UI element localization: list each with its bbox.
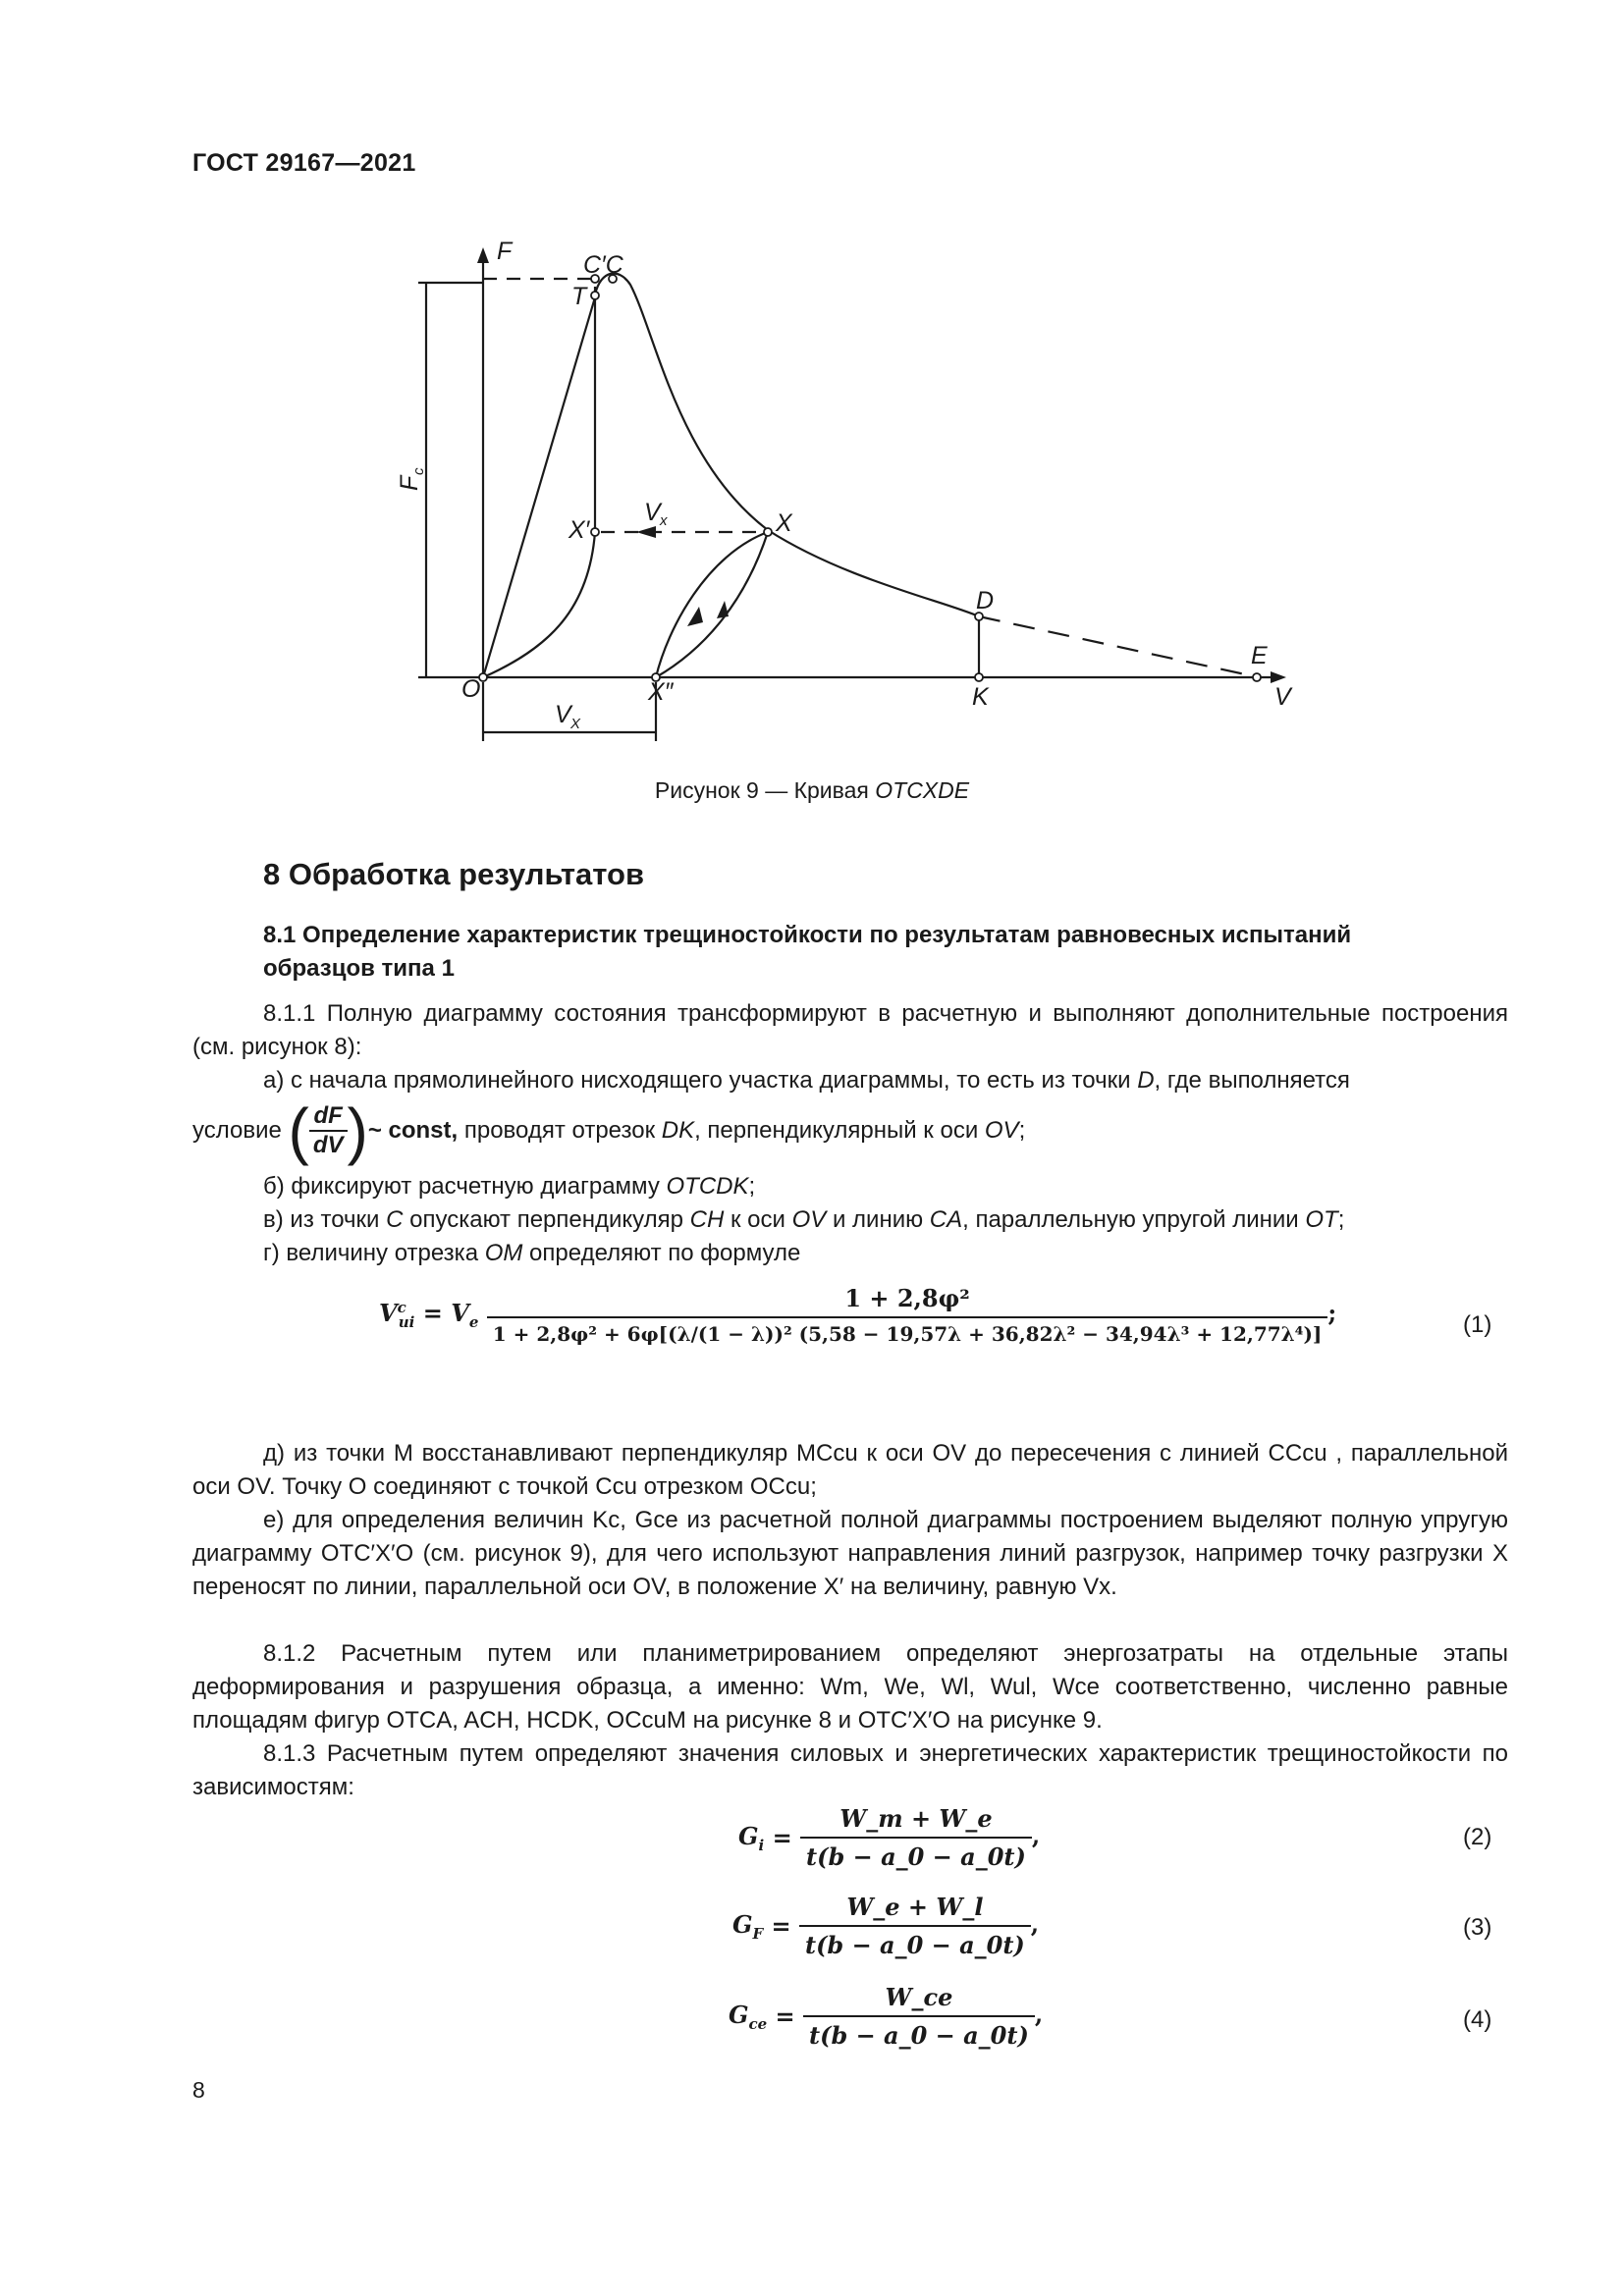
f-axis-arrow	[477, 247, 489, 263]
paragraph-g: г) величину отрезка OM определяют по формуле	[263, 1240, 801, 1266]
section-title: 8 Обработка результатов	[263, 857, 645, 891]
dashed-line-DE	[979, 616, 1259, 677]
label-Fc-sub: c	[410, 467, 427, 475]
label-Fc: F	[396, 475, 423, 491]
label-vx: V	[644, 499, 661, 526]
unloading-loop-right	[656, 532, 768, 677]
label-T: T	[571, 283, 587, 310]
page-number: 8	[192, 2077, 205, 2103]
arrow-vx	[636, 526, 656, 538]
equation-1-fraction: 1 + 2,8φ² 1 + 2,8φ² + 6φ[(λ/(1 − λ))² (5,58 − 19,57λ + 36,82λ² − 34,94λ³ + 12,77λ⁴)]	[487, 1284, 1328, 1346]
v-axis-arrow	[1271, 671, 1286, 683]
point-X-prime	[591, 528, 599, 536]
point-X	[764, 528, 772, 536]
point-K	[975, 673, 983, 681]
label-D: D	[976, 587, 995, 614]
paragraph-e: е) для определения величин Kc, Gce из расчетной полной диаграммы построением выделяют полную упругую диаграмму OTC′X′O (см. рисунок 9), для чего используют направления линий разгрузок, например точку разгрузки X переносят по линии, параллельной оси OV, в положение X′ на величину, равную Vx.	[192, 1507, 1508, 1600]
equation-2: $G_i$ = $\frac{W\_m + W\_e}{t(b - a\_0 - a\_0t)}$ ,	[738, 1804, 1041, 1871]
line-OT	[483, 297, 595, 677]
label-CprimeC: C′C	[583, 251, 623, 279]
arrow-reload	[717, 601, 729, 618]
equation-1-number: (1)	[1463, 1311, 1492, 1338]
paragraph-8-1-3: 8.1.3 Расчетным путем определяют значения силовых и энергетических характеристик трещиностойкости по зависимостям:	[192, 1740, 1508, 1800]
condition-line: условие ( $\frac{dF}{dV}$ )~ const, проводят отрезок DK, перпендикулярный к оси OV;	[192, 1095, 1026, 1166]
fraction-dF-dV: $\frac{dF}{dV}$	[309, 1102, 348, 1159]
label-vx-bottom-sub: X	[570, 716, 581, 732]
label-F: F	[497, 238, 513, 265]
label-E: E	[1251, 642, 1268, 669]
figure-9-diagram	[373, 236, 1335, 756]
curve-OTCXD	[595, 274, 979, 616]
elastic-curve-OX-prime	[483, 532, 595, 677]
label-X: X	[776, 509, 792, 537]
equation-2-number: (2)	[1463, 1824, 1492, 1850]
unloading-loop-left	[656, 532, 768, 677]
label-vx-sub: x	[660, 512, 668, 529]
point-E	[1253, 673, 1261, 681]
subsection-title: 8.1 Определение характеристик трещиностойкости по результатам равновесных испытаний образцов типа 1	[263, 922, 1352, 982]
paragraph-v: в) из точки C опускают перпендикуляр CH к оси OV и линию CA, параллельную упругой линии OT;	[263, 1206, 1345, 1233]
equation-3-number: (3)	[1463, 1914, 1492, 1941]
document-header: ГОСТ 29167—2021	[192, 149, 416, 177]
equation-3: $G_F$ = $\frac{W\_e + W\_l}{t(b - a\_0 - a\_0t)}$ ,	[732, 1893, 1040, 1959]
label-K: K	[972, 683, 989, 711]
figure-caption: Рисунок 9 — Кривая OTCXDE	[654, 777, 970, 803]
equation-4: $G_{ce}$ = $\frac{W\_ce}{t(b - a\_0 - a\_0t)}$ ,	[729, 1983, 1044, 2050]
label-X-prime: X′	[568, 516, 590, 544]
label-V: V	[1274, 683, 1291, 711]
equation-4-number: (4)	[1463, 2006, 1492, 2033]
paragraph-a: а) с начала прямолинейного нисходящего участка диаграммы, то есть из точки D, где выполняется	[263, 1067, 1350, 1094]
point-T	[591, 292, 599, 299]
paragraph-8-1-1: 8.1.1 Полную диаграмму состояния трансформируют в расчетную и выполняют дополнительные построения (см. рисунок 8):	[192, 1000, 1508, 1060]
paragraph-8-1-2: 8.1.2 Расчетным путем или планиметрированием определяют энергозатраты на отдельные этапы деформирования и разрушения образца, а именно: Wm, We, Wl, Wul, Wce соответственно, численно равные площадям фигур OTCA, ACH, HCDK, OCcuM на рисунке 8 и OTC′X′O на рисунке 9.	[192, 1640, 1508, 1734]
label-O: O	[461, 675, 481, 703]
paragraph-d: д) из точки M восстанавливают перпендикуляр MCcu к оси OV до пересечения с линией CCcu , параллельной оси OV. Точку O соединяют с точкой Ccu отрезком OCcu;	[192, 1440, 1508, 1500]
paragraph-b: б) фиксируют расчетную диаграмму OTCDK;	[263, 1173, 756, 1200]
arrow-unload	[687, 607, 703, 626]
label-vx-bottom: V	[555, 701, 571, 728]
label-X-double-prime: X″	[648, 678, 674, 706]
equation-1: $V^c_{ui} = V_e$ 1 + 2,8φ² 1 + 2,8φ² + 6φ[(λ/(1 − λ))² (5,58 − 19,57λ + 36,82λ² − 34,94λ³ + 12,77λ⁴)] ;	[379, 1284, 1337, 1346]
